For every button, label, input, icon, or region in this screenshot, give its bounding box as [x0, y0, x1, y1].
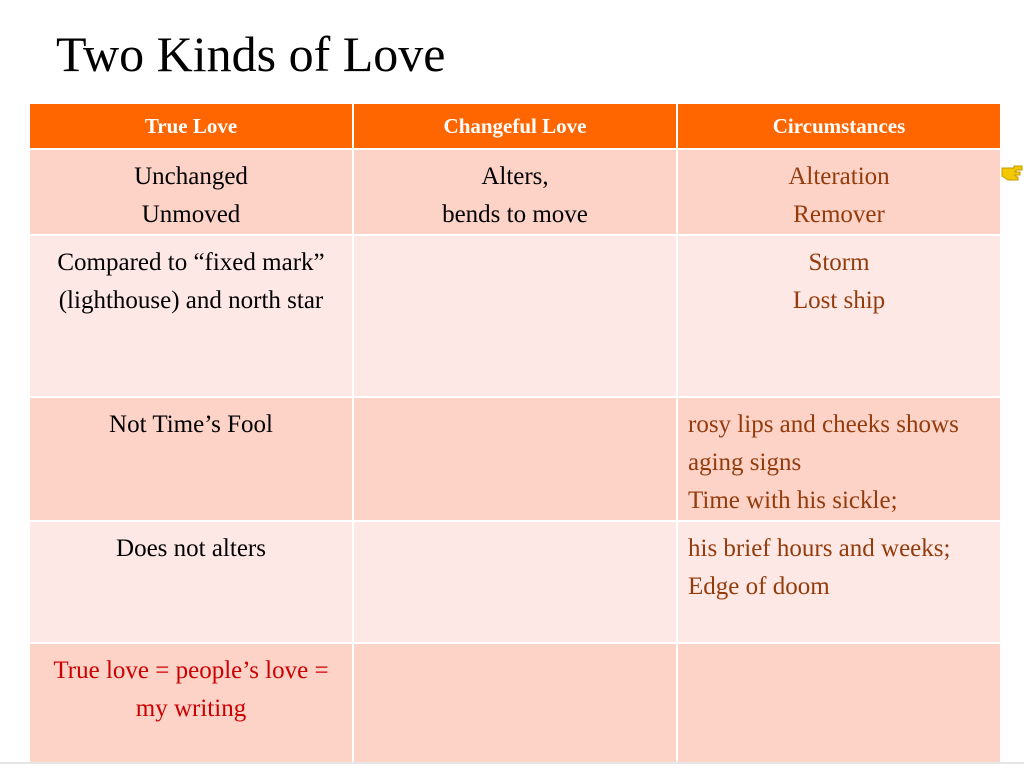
changeful-love-cell: Alters, bends to move: [353, 149, 677, 235]
table-header-row: [29, 103, 1001, 149]
true-love-cell: Compared to “fixed mark” (lighthouse) and north star: [29, 235, 353, 397]
header-circumstances: Circumstances: [677, 103, 1001, 149]
true-love-cell: Not Time’s Fool: [29, 397, 353, 521]
changeful-love-cell: [353, 643, 677, 763]
true-love-cell: True love = people’s love = my writing: [29, 643, 353, 763]
love-comparison-table: [28, 102, 1002, 764]
pointing-hand-icon: [1000, 162, 1024, 184]
table-row: [29, 149, 1001, 235]
true-love-cell: Does not alters: [29, 521, 353, 643]
table-row: [29, 521, 1001, 643]
circumstances-cell: his brief hours and weeks; Edge of doom: [677, 521, 1001, 643]
circumstances-cell: Storm Lost ship: [677, 235, 1001, 397]
header-true-love: True Love: [29, 103, 353, 149]
bottom-divider: [0, 762, 1024, 764]
changeful-love-cell: [353, 521, 677, 643]
changeful-love-cell: [353, 235, 677, 397]
header-changeful-love: Changeful Love: [353, 103, 677, 149]
circumstances-cell: rosy lips and cheeks shows aging signs Time with his sickle;: [677, 397, 1001, 521]
table-row: [29, 235, 1001, 397]
circumstances-cell: Alteration Remover: [677, 149, 1001, 235]
true-love-cell: Unchanged Unmoved: [29, 149, 353, 235]
table-row: [29, 397, 1001, 521]
slide-title: Two Kinds of Love: [56, 26, 446, 82]
circumstances-cell: [677, 643, 1001, 763]
changeful-love-cell: [353, 397, 677, 521]
table-row: [29, 643, 1001, 763]
